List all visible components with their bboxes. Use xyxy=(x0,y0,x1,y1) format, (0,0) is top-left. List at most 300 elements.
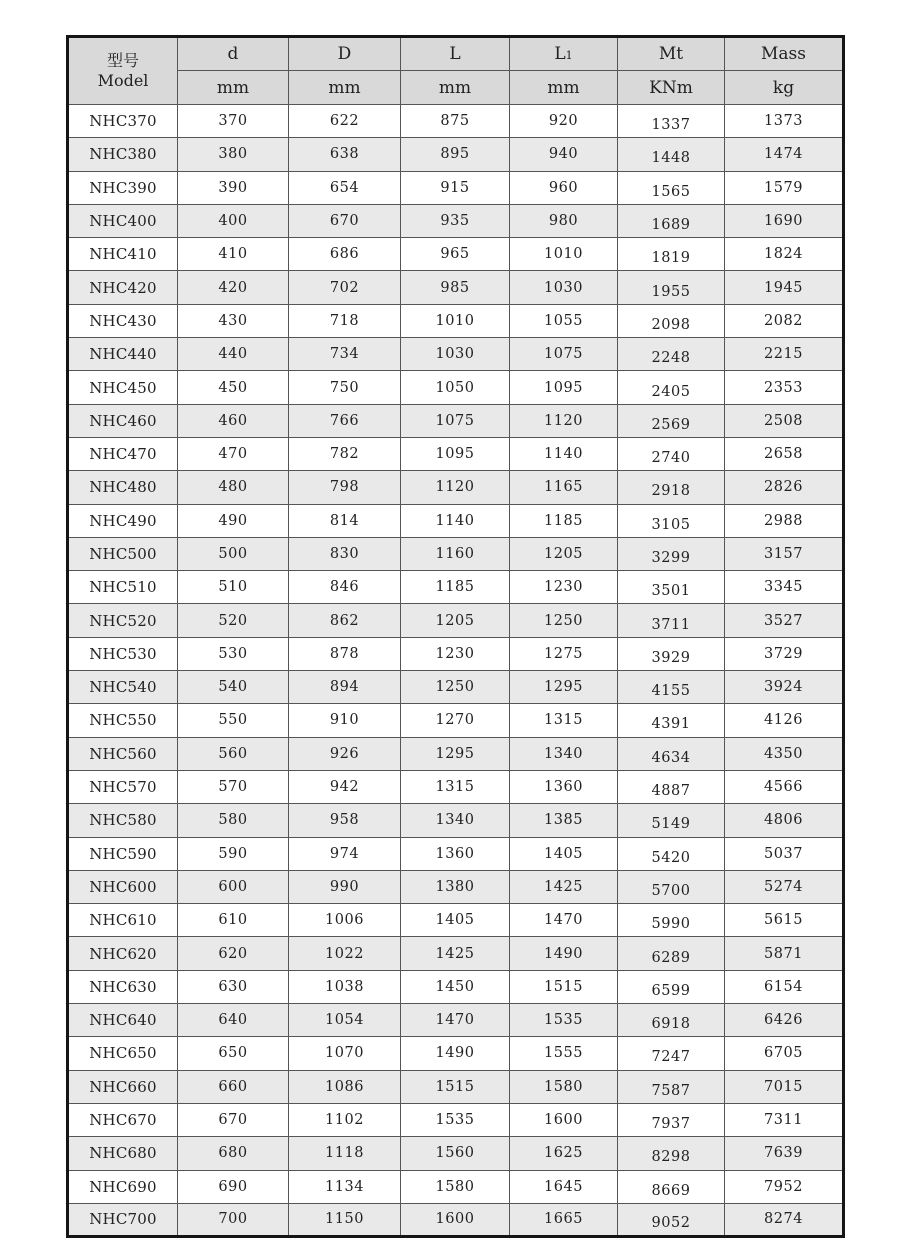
value-cell-d: 400 xyxy=(178,204,289,237)
value-cell-Mt xyxy=(618,970,725,1003)
value-cell-L: 1270 xyxy=(401,704,510,737)
value-cell-Mass: 5274 xyxy=(725,870,844,903)
value-cell-D: 686 xyxy=(289,238,401,271)
value-cell-d: 470 xyxy=(178,437,289,470)
value-cell-Mass: 2082 xyxy=(725,304,844,337)
value-cell-d: 490 xyxy=(178,504,289,537)
column-label: L xyxy=(449,44,461,64)
value-cell-L1: 1205 xyxy=(510,537,618,570)
value-cell-Mt xyxy=(618,837,725,870)
value-cell-d: 690 xyxy=(178,1170,289,1203)
table-row xyxy=(68,338,844,371)
header-row-units xyxy=(68,71,844,105)
value-cell-L1: 1490 xyxy=(510,937,618,970)
value-cell-d: 450 xyxy=(178,371,289,404)
column-unit-Mass: kg xyxy=(725,71,844,105)
value-text: 2405 xyxy=(651,383,691,400)
value-cell-L1: 1095 xyxy=(510,371,618,404)
value-cell-L: 1315 xyxy=(401,770,510,803)
value-cell-D: 878 xyxy=(289,637,401,670)
value-cell-L: 1340 xyxy=(401,804,510,837)
value-cell-L: 1075 xyxy=(401,404,510,437)
model-cell: NHC540 xyxy=(68,671,178,704)
value-cell-L: 1470 xyxy=(401,1004,510,1037)
value-cell-L: 985 xyxy=(401,271,510,304)
value-text: 2569 xyxy=(651,416,691,433)
table-body xyxy=(68,105,844,1237)
value-text: 1448 xyxy=(651,150,691,167)
value-cell-Mt xyxy=(618,937,725,970)
value-cell-D: 910 xyxy=(289,704,401,737)
model-cell: NHC390 xyxy=(68,171,178,204)
value-cell-d: 650 xyxy=(178,1037,289,1070)
value-cell-Mass: 2826 xyxy=(725,471,844,504)
value-text: 8669 xyxy=(651,1182,691,1199)
column-unit-d: mm xyxy=(178,71,289,105)
value-cell-Mass: 3729 xyxy=(725,637,844,670)
value-cell-Mass: 1373 xyxy=(725,105,844,138)
value-text: 4634 xyxy=(651,749,691,766)
value-cell-L: 1580 xyxy=(401,1170,510,1203)
value-text: 4391 xyxy=(651,716,691,733)
value-cell-L1: 1120 xyxy=(510,404,618,437)
value-cell-d: 550 xyxy=(178,704,289,737)
value-cell-L1: 960 xyxy=(510,171,618,204)
value-cell-L1: 1535 xyxy=(510,1004,618,1037)
value-cell-L1: 1185 xyxy=(510,504,618,537)
table-row xyxy=(68,704,844,737)
value-cell-Mass: 6426 xyxy=(725,1004,844,1037)
table-row xyxy=(68,504,844,537)
model-cell: NHC700 xyxy=(68,1203,178,1236)
value-text: 1955 xyxy=(651,283,691,300)
value-cell-Mt xyxy=(618,171,725,204)
value-cell-Mt xyxy=(618,571,725,604)
value-cell-d: 420 xyxy=(178,271,289,304)
value-text: 2740 xyxy=(651,450,691,467)
value-cell-Mass: 5615 xyxy=(725,904,844,937)
value-cell-d: 700 xyxy=(178,1203,289,1236)
value-cell-D: 1086 xyxy=(289,1070,401,1103)
value-cell-Mass: 3527 xyxy=(725,604,844,637)
column-unit-Mt: KNm xyxy=(618,71,725,105)
table-row xyxy=(68,804,844,837)
value-cell-L: 1295 xyxy=(401,737,510,770)
value-text: 5420 xyxy=(651,849,691,866)
value-cell-d: 520 xyxy=(178,604,289,637)
value-cell-D: 974 xyxy=(289,837,401,870)
model-cell: NHC520 xyxy=(68,604,178,637)
value-text: 1565 xyxy=(651,183,691,200)
model-cell: NHC580 xyxy=(68,804,178,837)
value-cell-Mt xyxy=(618,1170,725,1203)
value-text: 2098 xyxy=(651,316,691,333)
value-cell-D: 622 xyxy=(289,105,401,138)
value-cell-Mt xyxy=(618,204,725,237)
value-cell-D: 1006 xyxy=(289,904,401,937)
table-row xyxy=(68,404,844,437)
column-label: Mt xyxy=(658,44,684,64)
value-cell-D: 1038 xyxy=(289,970,401,1003)
value-cell-L1: 1600 xyxy=(510,1103,618,1136)
value-cell-Mass: 1824 xyxy=(725,238,844,271)
value-cell-L: 1095 xyxy=(401,437,510,470)
value-cell-D: 1054 xyxy=(289,1004,401,1037)
value-cell-d: 620 xyxy=(178,937,289,970)
table-row xyxy=(68,1137,844,1170)
value-cell-D: 1118 xyxy=(289,1137,401,1170)
table-row xyxy=(68,437,844,470)
value-cell-L1: 1385 xyxy=(510,804,618,837)
value-cell-L: 895 xyxy=(401,138,510,171)
value-cell-L1: 1515 xyxy=(510,970,618,1003)
value-cell-Mt xyxy=(618,604,725,637)
value-cell-Mass: 2215 xyxy=(725,338,844,371)
value-cell-L1: 1165 xyxy=(510,471,618,504)
value-cell-Mass: 7015 xyxy=(725,1070,844,1103)
value-cell-d: 410 xyxy=(178,238,289,271)
value-cell-Mt xyxy=(618,1103,725,1136)
value-cell-Mt xyxy=(618,271,725,304)
value-cell-D: 1134 xyxy=(289,1170,401,1203)
value-cell-L1: 980 xyxy=(510,204,618,237)
value-cell-L1: 1315 xyxy=(510,704,618,737)
model-cell: NHC460 xyxy=(68,404,178,437)
value-cell-Mt xyxy=(618,304,725,337)
value-cell-Mt xyxy=(618,870,725,903)
value-text: 2248 xyxy=(651,350,691,367)
table-row xyxy=(68,537,844,570)
value-cell-L: 1535 xyxy=(401,1103,510,1136)
value-cell-Mass: 3157 xyxy=(725,537,844,570)
value-cell-D: 798 xyxy=(289,471,401,504)
table-row xyxy=(68,637,844,670)
value-cell-d: 590 xyxy=(178,837,289,870)
column-header-L1 xyxy=(510,37,618,71)
value-cell-D: 782 xyxy=(289,437,401,470)
value-cell-Mt xyxy=(618,1070,725,1103)
model-header-en: Model xyxy=(97,71,149,90)
model-cell: NHC620 xyxy=(68,937,178,970)
value-text: 3929 xyxy=(651,649,691,666)
value-cell-L: 1405 xyxy=(401,904,510,937)
value-cell-D: 894 xyxy=(289,671,401,704)
model-header-cn: 型号 xyxy=(106,51,139,70)
value-cell-L1: 1665 xyxy=(510,1203,618,1236)
header-row-labels xyxy=(68,37,844,71)
value-cell-D: 734 xyxy=(289,338,401,371)
value-cell-D: 814 xyxy=(289,504,401,537)
value-cell-Mt xyxy=(618,371,725,404)
table-row xyxy=(68,837,844,870)
value-text: 4155 xyxy=(651,683,691,700)
model-cell: NHC430 xyxy=(68,304,178,337)
value-cell-D: 718 xyxy=(289,304,401,337)
value-cell-D: 702 xyxy=(289,271,401,304)
value-cell-d: 390 xyxy=(178,171,289,204)
value-text: 3711 xyxy=(651,616,691,633)
value-cell-Mt xyxy=(618,671,725,704)
model-cell: NHC670 xyxy=(68,1103,178,1136)
value-cell-d: 570 xyxy=(178,770,289,803)
value-cell-L1: 1230 xyxy=(510,571,618,604)
value-cell-Mass: 2988 xyxy=(725,504,844,537)
value-cell-L1: 1405 xyxy=(510,837,618,870)
value-cell-Mass: 2508 xyxy=(725,404,844,437)
value-cell-Mass: 6705 xyxy=(725,1037,844,1070)
table-row xyxy=(68,937,844,970)
model-cell: NHC410 xyxy=(68,238,178,271)
value-text: 2918 xyxy=(651,483,691,500)
model-cell: NHC440 xyxy=(68,338,178,371)
value-cell-D: 958 xyxy=(289,804,401,837)
value-cell-L1: 940 xyxy=(510,138,618,171)
value-cell-d: 660 xyxy=(178,1070,289,1103)
value-text: 3299 xyxy=(651,550,691,566)
table-row xyxy=(68,204,844,237)
model-cell: NHC530 xyxy=(68,637,178,670)
value-cell-d: 370 xyxy=(178,105,289,138)
value-cell-d: 600 xyxy=(178,870,289,903)
table-row xyxy=(68,371,844,404)
model-cell: NHC400 xyxy=(68,204,178,237)
spec-table xyxy=(66,35,845,1238)
table-row xyxy=(68,105,844,138)
value-cell-D: 1102 xyxy=(289,1103,401,1136)
value-text: 6289 xyxy=(651,949,691,966)
value-text: 7937 xyxy=(651,1116,691,1133)
value-cell-L1: 1425 xyxy=(510,870,618,903)
value-cell-d: 380 xyxy=(178,138,289,171)
value-cell-L1: 1470 xyxy=(510,904,618,937)
value-cell-D: 766 xyxy=(289,404,401,437)
value-cell-d: 460 xyxy=(178,404,289,437)
table-row xyxy=(68,604,844,637)
value-cell-L: 1560 xyxy=(401,1137,510,1170)
column-label: Mass xyxy=(761,44,806,64)
value-cell-Mass: 3924 xyxy=(725,671,844,704)
model-cell: NHC690 xyxy=(68,1170,178,1203)
column-label: D xyxy=(337,44,352,64)
model-cell: NHC570 xyxy=(68,770,178,803)
value-cell-L: 1380 xyxy=(401,870,510,903)
value-cell-Mt xyxy=(618,804,725,837)
value-cell-Mass: 5037 xyxy=(725,837,844,870)
value-cell-Mt xyxy=(618,904,725,937)
column-label: L xyxy=(554,44,566,64)
value-cell-Mt xyxy=(618,1004,725,1037)
value-cell-Mt xyxy=(618,238,725,271)
value-cell-L1: 1360 xyxy=(510,770,618,803)
value-cell-D: 670 xyxy=(289,204,401,237)
model-cell: NHC640 xyxy=(68,1004,178,1037)
model-cell: NHC450 xyxy=(68,371,178,404)
value-cell-Mt xyxy=(618,637,725,670)
column-header-Mass xyxy=(725,37,844,71)
value-cell-Mass: 4566 xyxy=(725,770,844,803)
value-cell-L1: 1645 xyxy=(510,1170,618,1203)
value-cell-L: 1360 xyxy=(401,837,510,870)
value-cell-Mt xyxy=(618,471,725,504)
value-text: 5149 xyxy=(651,816,691,833)
column-label-subscript: 1 xyxy=(565,49,573,62)
model-cell: NHC510 xyxy=(68,571,178,604)
value-cell-L: 1120 xyxy=(401,471,510,504)
value-cell-Mass: 7311 xyxy=(725,1103,844,1136)
table-row xyxy=(68,904,844,937)
value-cell-Mass: 1945 xyxy=(725,271,844,304)
value-cell-d: 580 xyxy=(178,804,289,837)
table-row xyxy=(68,171,844,204)
value-cell-L1: 1625 xyxy=(510,1137,618,1170)
value-cell-D: 942 xyxy=(289,770,401,803)
value-cell-L: 1490 xyxy=(401,1037,510,1070)
value-cell-Mt xyxy=(618,537,725,570)
value-cell-L1: 1075 xyxy=(510,338,618,371)
column-header-L xyxy=(401,37,510,71)
value-cell-d: 680 xyxy=(178,1137,289,1170)
value-cell-d: 480 xyxy=(178,471,289,504)
value-cell-L1: 1340 xyxy=(510,737,618,770)
value-text: 1337 xyxy=(651,117,691,134)
value-cell-Mt xyxy=(618,138,725,171)
value-cell-Mass: 2353 xyxy=(725,371,844,404)
value-cell-D: 750 xyxy=(289,371,401,404)
value-cell-L1: 1555 xyxy=(510,1037,618,1070)
value-cell-L: 875 xyxy=(401,105,510,138)
value-cell-L: 1515 xyxy=(401,1070,510,1103)
value-text: 8298 xyxy=(651,1149,691,1166)
value-cell-Mt xyxy=(618,105,725,138)
model-cell: NHC550 xyxy=(68,704,178,737)
value-cell-d: 670 xyxy=(178,1103,289,1136)
value-cell-d: 430 xyxy=(178,304,289,337)
value-cell-L: 1140 xyxy=(401,504,510,537)
value-cell-d: 640 xyxy=(178,1004,289,1037)
model-cell: NHC490 xyxy=(68,504,178,537)
value-cell-Mt xyxy=(618,770,725,803)
value-cell-L1: 1140 xyxy=(510,437,618,470)
value-cell-D: 1070 xyxy=(289,1037,401,1070)
value-cell-Mass: 2658 xyxy=(725,437,844,470)
value-cell-D: 638 xyxy=(289,138,401,171)
value-text: 7587 xyxy=(651,1082,691,1099)
table-row xyxy=(68,571,844,604)
table-row xyxy=(68,1203,844,1236)
model-cell: NHC380 xyxy=(68,138,178,171)
value-cell-L: 965 xyxy=(401,238,510,271)
value-cell-L1: 1250 xyxy=(510,604,618,637)
value-cell-L: 1450 xyxy=(401,970,510,1003)
value-cell-d: 440 xyxy=(178,338,289,371)
value-cell-L1: 1275 xyxy=(510,637,618,670)
value-cell-d: 510 xyxy=(178,571,289,604)
table-row xyxy=(68,471,844,504)
value-cell-L1: 1055 xyxy=(510,304,618,337)
value-cell-L: 1425 xyxy=(401,937,510,970)
value-cell-d: 540 xyxy=(178,671,289,704)
table-row xyxy=(68,1103,844,1136)
column-header-D xyxy=(289,37,401,71)
value-cell-Mass: 1690 xyxy=(725,204,844,237)
table-row xyxy=(68,770,844,803)
value-cell-L1: 1580 xyxy=(510,1070,618,1103)
value-cell-Mass: 8274 xyxy=(725,1203,844,1236)
model-cell: NHC680 xyxy=(68,1137,178,1170)
value-text: 5990 xyxy=(651,916,691,933)
value-cell-Mass: 4806 xyxy=(725,804,844,837)
value-cell-D: 990 xyxy=(289,870,401,903)
table-header xyxy=(68,37,844,105)
model-cell: NHC630 xyxy=(68,970,178,1003)
value-cell-Mass: 7952 xyxy=(725,1170,844,1203)
value-cell-Mt xyxy=(618,437,725,470)
table-row xyxy=(68,737,844,770)
table-row xyxy=(68,138,844,171)
value-cell-D: 1022 xyxy=(289,937,401,970)
value-cell-Mt xyxy=(618,504,725,537)
value-text: 3105 xyxy=(651,516,691,533)
value-cell-Mt xyxy=(618,1037,725,1070)
value-cell-Mass: 1474 xyxy=(725,138,844,171)
value-text: 1819 xyxy=(651,250,691,267)
value-cell-D: 830 xyxy=(289,537,401,570)
table-row xyxy=(68,1070,844,1103)
value-text: 7247 xyxy=(651,1049,691,1066)
value-cell-L: 1050 xyxy=(401,371,510,404)
value-cell-d: 610 xyxy=(178,904,289,937)
value-text: 4887 xyxy=(651,783,691,800)
value-text: 6918 xyxy=(651,1016,691,1033)
value-cell-d: 530 xyxy=(178,637,289,670)
value-cell-D: 846 xyxy=(289,571,401,604)
value-cell-Mass: 5871 xyxy=(725,937,844,970)
value-cell-L: 1250 xyxy=(401,671,510,704)
table-row xyxy=(68,1037,844,1070)
value-cell-Mass: 3345 xyxy=(725,571,844,604)
value-cell-d: 500 xyxy=(178,537,289,570)
model-cell: NHC600 xyxy=(68,870,178,903)
model-cell: NHC370 xyxy=(68,105,178,138)
value-cell-L: 1205 xyxy=(401,604,510,637)
model-cell: NHC480 xyxy=(68,471,178,504)
column-unit-L: mm xyxy=(401,71,510,105)
value-text: 5700 xyxy=(651,882,691,899)
value-cell-Mass: 6154 xyxy=(725,970,844,1003)
value-cell-Mass: 7639 xyxy=(725,1137,844,1170)
value-cell-Mt xyxy=(618,704,725,737)
model-cell: NHC660 xyxy=(68,1070,178,1103)
value-cell-D: 862 xyxy=(289,604,401,637)
value-cell-L: 915 xyxy=(401,171,510,204)
value-cell-Mt xyxy=(618,1203,725,1236)
table-row xyxy=(68,671,844,704)
value-cell-Mt xyxy=(618,338,725,371)
value-text: 1689 xyxy=(651,217,691,234)
value-cell-d: 560 xyxy=(178,737,289,770)
column-label: d xyxy=(227,44,239,64)
model-cell: NHC650 xyxy=(68,1037,178,1070)
value-cell-L: 1010 xyxy=(401,304,510,337)
column-header-d xyxy=(178,37,289,71)
value-cell-L1: 920 xyxy=(510,105,618,138)
value-text: 9052 xyxy=(651,1215,691,1232)
value-cell-D: 654 xyxy=(289,171,401,204)
model-cell: NHC560 xyxy=(68,737,178,770)
value-cell-D: 1150 xyxy=(289,1203,401,1236)
value-text: 3501 xyxy=(651,583,691,600)
table-row xyxy=(68,1004,844,1037)
